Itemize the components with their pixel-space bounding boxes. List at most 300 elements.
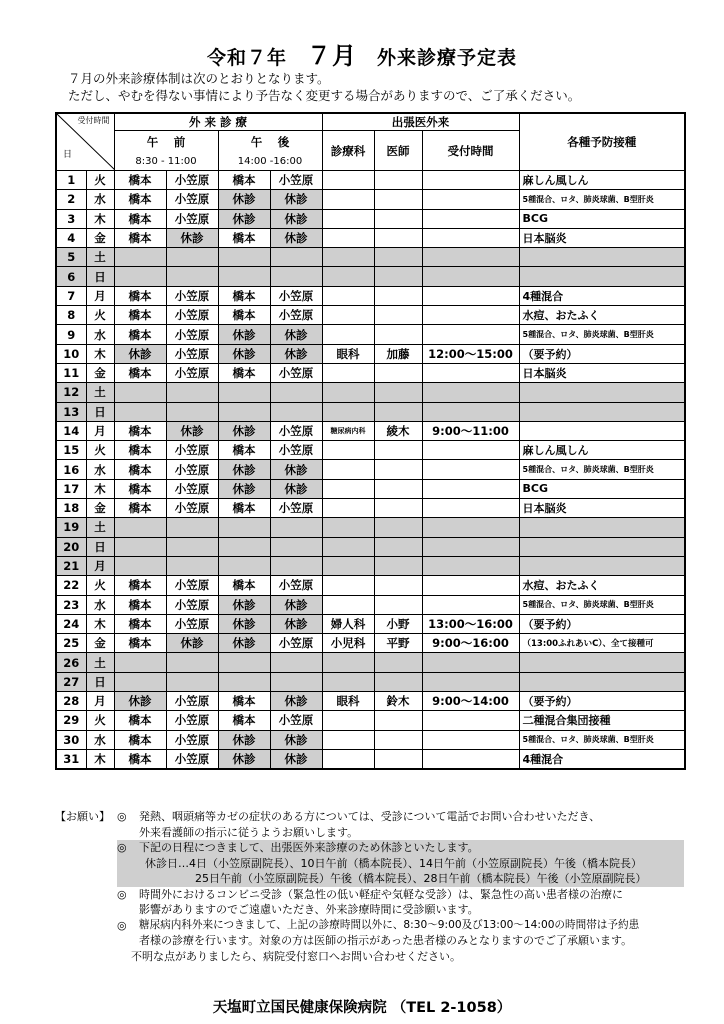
dispatch-dept-cell: [322, 537, 374, 556]
dispatch-dept-cell: [322, 267, 374, 286]
pm-doctor-1-cell: [218, 402, 270, 421]
pm-doctor-2-cell: [270, 248, 322, 267]
weekday-cell: 木: [86, 614, 114, 633]
am-doctor-1-cell: [114, 537, 166, 556]
am-doctor-1-cell: 橋本: [114, 479, 166, 498]
vaccination-cell: 5種混合、ロタ、肺炎球菌、B型肝炎: [519, 730, 685, 749]
dispatch-doctor-cell: [374, 267, 422, 286]
dispatch-dept-cell: [322, 499, 374, 518]
am-doctor-2-cell: 小笠原: [166, 711, 218, 730]
pm-doctor-1-cell: 休診: [218, 460, 270, 479]
table-row: [56, 228, 685, 247]
pm-doctor-1-cell: 休診: [218, 209, 270, 228]
dispatch-dept-cell: [322, 595, 374, 614]
dispatch-doctor-cell: [374, 672, 422, 691]
pm-doctor-2-cell: 小笠原: [270, 306, 322, 325]
am-doctor-1-cell: 橋本: [114, 595, 166, 614]
am-doctor-1-cell: 橋本: [114, 499, 166, 518]
dispatch-dept-cell: [322, 363, 374, 382]
dispatch-time-cell: [422, 209, 519, 228]
schedule-body: [56, 171, 685, 770]
day-cell: 15: [56, 441, 86, 460]
dispatch-doctor-cell: [374, 518, 422, 537]
weekday-cell: 金: [86, 634, 114, 653]
table-row: [56, 653, 685, 672]
day-cell: 2: [56, 190, 86, 209]
dispatch-dept-cell: 眼科: [322, 692, 374, 711]
table-row: [56, 711, 685, 730]
dispatch-time-cell: [422, 499, 519, 518]
day-cell: 3: [56, 209, 86, 228]
day-cell: 5: [56, 248, 86, 267]
dispatch-time-cell: [422, 730, 519, 749]
table-row: [56, 692, 685, 711]
pm-doctor-2-cell: 休診: [270, 595, 322, 614]
vaccination-cell: （要予約）: [519, 692, 685, 711]
day-cell: 19: [56, 518, 86, 537]
pm-doctor-1-cell: 休診: [218, 595, 270, 614]
dispatch-dept-cell: [322, 653, 374, 672]
vaccination-cell: [519, 672, 685, 691]
vaccination-cell: 二種混合集団接種: [519, 711, 685, 730]
dispatch-time-cell: [422, 383, 519, 402]
vaccination-cell: （13:00ふれあいC）、全て接種可: [519, 634, 685, 653]
weekday-cell: 木: [86, 749, 114, 769]
am-doctor-2-cell: 休診: [166, 421, 218, 440]
weekday-cell: 土: [86, 518, 114, 537]
dispatch-time-cell: [422, 595, 519, 614]
dispatch-dept-cell: [322, 672, 374, 691]
dispatch-doctor-cell: [374, 228, 422, 247]
dispatch-doctor-cell: 小野: [374, 614, 422, 633]
note-4-line-2: 者様の診療を行います。対象の方は医師の指示があった患者様のみとなりますのでご了承願います。: [139, 934, 633, 947]
weekday-cell: 水: [86, 595, 114, 614]
dispatch-time-cell: [422, 325, 519, 344]
vaccination-cell: BCG: [519, 479, 685, 498]
vaccination-cell: 日本脳炎: [519, 363, 685, 382]
table-row: [56, 479, 685, 498]
dispatch-dept-cell: [322, 479, 374, 498]
table-row: [56, 267, 685, 286]
am-doctor-2-cell: 小笠原: [166, 441, 218, 460]
dispatch-dept-cell: [322, 306, 374, 325]
dispatch-doctor-cell: [374, 556, 422, 575]
dispatch-dept-cell: 小児科: [322, 634, 374, 653]
pm-doctor-1-cell: 休診: [218, 479, 270, 498]
am-doctor-2-cell: 小笠原: [166, 730, 218, 749]
note-mark: ◎: [117, 887, 127, 901]
dispatch-time-cell: [422, 711, 519, 730]
am-doctor-2-cell: 休診: [166, 228, 218, 247]
vaccination-cell: 4種混合: [519, 286, 685, 305]
vaccination-cell: [519, 518, 685, 537]
vaccination-cell: 5種混合、ロタ、肺炎球菌、B型肝炎: [519, 190, 685, 209]
dispatch-time-cell: [422, 537, 519, 556]
pm-doctor-2-cell: 小笠原: [270, 363, 322, 382]
vaccination-cell: 4種混合: [519, 749, 685, 769]
am-doctor-1-cell: 橋本: [114, 228, 166, 247]
am-doctor-2-cell: [166, 537, 218, 556]
day-cell: 8: [56, 306, 86, 325]
am-doctor-1-cell: 橋本: [114, 441, 166, 460]
am-header: 午 前: [114, 131, 218, 153]
pm-doctor-1-cell: 休診: [218, 730, 270, 749]
table-row: [56, 306, 685, 325]
pm-header: 午 後: [218, 131, 322, 153]
am-doctor-2-cell: 小笠原: [166, 499, 218, 518]
pm-doctor-2-cell: 小笠原: [270, 634, 322, 653]
am-doctor-2-cell: [166, 402, 218, 421]
am-doctor-1-cell: 橋本: [114, 730, 166, 749]
pm-doctor-2-cell: [270, 556, 322, 575]
pm-doctor-1-cell: 橋本: [218, 171, 270, 190]
vaccination-cell: [519, 421, 685, 440]
pm-doctor-2-cell: 休診: [270, 209, 322, 228]
am-doctor-1-cell: [114, 383, 166, 402]
dispatch-doctor-cell: [374, 286, 422, 305]
weekday-cell: 日: [86, 537, 114, 556]
dispatch-dept-cell: [322, 749, 374, 769]
table-row: [56, 171, 685, 190]
vaccination-cell: [519, 556, 685, 575]
weekday-cell: 金: [86, 228, 114, 247]
title-month: ７月: [307, 42, 357, 70]
reception-time-label: 受付時間: [77, 116, 110, 125]
note-4-line-1: 糖尿病内科外来につきまして、上記の診療時間以外に、8:30～9:00及び13:00～14:00の時間帯は予約患: [139, 918, 640, 931]
weekday-cell: 土: [86, 383, 114, 402]
dispatch-doctor-cell: [374, 325, 422, 344]
dispatch-doctor-cell: [374, 363, 422, 382]
am-doctor-2-cell: [166, 672, 218, 691]
weekday-cell: 水: [86, 730, 114, 749]
pm-doctor-2-cell: [270, 267, 322, 286]
vaccination-cell: 水痘、おたふく: [519, 306, 685, 325]
dispatch-doctor-cell: [374, 653, 422, 672]
am-doctor-1-cell: 橋本: [114, 325, 166, 344]
am-doctor-2-cell: 小笠原: [166, 286, 218, 305]
vaccination-cell: BCG: [519, 209, 685, 228]
day-cell: 29: [56, 711, 86, 730]
day-cell: 9: [56, 325, 86, 344]
note-1-line-2: 外来看護師の指示に従うようお願いします。: [139, 825, 359, 839]
day-cell: 27: [56, 672, 86, 691]
schedule-table: [55, 112, 686, 770]
pm-doctor-1-cell: 橋本: [218, 692, 270, 711]
dispatch-dept-cell: [322, 228, 374, 247]
vaccination-cell: 5種混合、ロタ、肺炎球菌、B型肝炎: [519, 595, 685, 614]
day-cell: 26: [56, 653, 86, 672]
pm-doctor-1-cell: 橋本: [218, 499, 270, 518]
vaccination-cell: 日本脳炎: [519, 499, 685, 518]
pm-doctor-2-cell: 小笠原: [270, 286, 322, 305]
dispatch-doctor-cell: [374, 711, 422, 730]
dispatch-time-cell: [422, 749, 519, 769]
pm-doctor-2-cell: [270, 518, 322, 537]
page-title: [0, 36, 724, 71]
dispatch-time-cell: 12:00～15:00: [422, 344, 519, 363]
dispatch-time-cell: [422, 479, 519, 498]
dispatch-doctor-cell: [374, 306, 422, 325]
day-cell: 13: [56, 402, 86, 421]
vaccination-cell: （要予約）: [519, 614, 685, 633]
pm-doctor-1-cell: 休診: [218, 344, 270, 363]
dispatch-doctor-cell: [374, 383, 422, 402]
day-cell: 23: [56, 595, 86, 614]
pm-doctor-1-cell: 橋本: [218, 576, 270, 595]
outpatient-header: 外 来 診 療: [114, 113, 322, 131]
dispatch-time-cell: 9:00～11:00: [422, 421, 519, 440]
day-cell: 18: [56, 499, 86, 518]
dispatch-time-cell: [422, 672, 519, 691]
am-doctor-1-cell: 休診: [114, 344, 166, 363]
pm-doctor-1-cell: 橋本: [218, 306, 270, 325]
day-cell: 22: [56, 576, 86, 595]
pm-doctor-2-cell: 休診: [270, 325, 322, 344]
pm-doctor-2-cell: [270, 653, 322, 672]
weekday-cell: 火: [86, 441, 114, 460]
pm-doctor-2-cell: [270, 672, 322, 691]
vaccination-cell: 5種混合、ロタ、肺炎球菌、B型肝炎: [519, 460, 685, 479]
note-1-line-1: 発熱、咽頭痛等カゼの症状のある方については、受診について電話でお問い合わせいただき、: [139, 810, 601, 823]
dispatch-doctor-cell: 加藤: [374, 344, 422, 363]
pm-doctor-2-cell: 小笠原: [270, 441, 322, 460]
pm-doctor-2-cell: 小笠原: [270, 499, 322, 518]
table-row: [56, 576, 685, 595]
am-doctor-1-cell: [114, 672, 166, 691]
table-row: [56, 634, 685, 653]
pm-doctor-1-cell: [218, 248, 270, 267]
dispatch-dept-cell: [322, 402, 374, 421]
day-cell: 7: [56, 286, 86, 305]
pm-doctor-1-cell: 橋本: [218, 711, 270, 730]
day-cell: 14: [56, 421, 86, 440]
dispatch-doctor-cell: [374, 499, 422, 518]
weekday-cell: 水: [86, 325, 114, 344]
dispatch-time-cell: [422, 363, 519, 382]
dispatch-time-cell: [422, 267, 519, 286]
weekday-cell: 月: [86, 286, 114, 305]
pm-doctor-1-cell: [218, 537, 270, 556]
note-3-line-1: 時間外におけるコンビニ受診（緊急性の低い軽症や気軽な受診）は、緊急性の高い患者様の治療に: [139, 887, 623, 901]
note-2-block: [117, 840, 684, 887]
am-doctor-1-cell: 橋本: [114, 306, 166, 325]
day-cell: 28: [56, 692, 86, 711]
am-doctor-1-cell: 橋本: [114, 576, 166, 595]
am-doctor-2-cell: [166, 383, 218, 402]
dispatch-dept-cell: 婦人科: [322, 614, 374, 633]
title-main: 外来診療予定表: [377, 47, 518, 69]
pm-doctor-1-cell: [218, 383, 270, 402]
dispatch-time-cell: 9:00～14:00: [422, 692, 519, 711]
pm-doctor-1-cell: 休診: [218, 190, 270, 209]
dispatch-time-cell: [422, 653, 519, 672]
vaccination-cell: [519, 402, 685, 421]
am-doctor-2-cell: 小笠原: [166, 306, 218, 325]
table-row: [56, 556, 685, 575]
pm-doctor-2-cell: [270, 537, 322, 556]
dispatch-doctor-cell: [374, 576, 422, 595]
am-doctor-2-cell: [166, 248, 218, 267]
weekday-cell: 日: [86, 267, 114, 286]
weekday-cell: 月: [86, 421, 114, 440]
weekday-cell: 月: [86, 692, 114, 711]
vaccination-cell: 日本脳炎: [519, 228, 685, 247]
dispatch-time-cell: [422, 556, 519, 575]
am-doctor-1-cell: 橋本: [114, 286, 166, 305]
table-row: [56, 383, 685, 402]
pm-doctor-1-cell: 橋本: [218, 286, 270, 305]
dispatch-dept-cell: [322, 441, 374, 460]
vaccination-cell: [519, 267, 685, 286]
am-doctor-2-cell: [166, 267, 218, 286]
table-row: [56, 537, 685, 556]
vaccination-cell: [519, 383, 685, 402]
dispatch-doctor-cell: [374, 749, 422, 769]
pm-doctor-1-cell: [218, 653, 270, 672]
note-mark: ◎: [117, 810, 127, 823]
vaccination-cell: （要予約）: [519, 344, 685, 363]
dispatch-doctor-cell: 鈴木: [374, 692, 422, 711]
am-doctor-1-cell: [114, 402, 166, 421]
dispatch-time-cell: [422, 460, 519, 479]
pm-doctor-1-cell: [218, 518, 270, 537]
dispatch-doctor-cell: [374, 595, 422, 614]
day-cell: 1: [56, 171, 86, 190]
weekday-cell: 土: [86, 248, 114, 267]
am-doctor-1-cell: 橋本: [114, 209, 166, 228]
am-doctor-1-cell: [114, 653, 166, 672]
table-row: [56, 209, 685, 228]
intro-line-2: ただし、やむを得ない事情により予告なく変更する場合がありますので、ご了承ください。: [68, 88, 581, 103]
table-row: [56, 614, 685, 633]
am-doctor-1-cell: [114, 248, 166, 267]
vaccination-header: 各種予防接種: [519, 113, 685, 171]
dispatch-time-cell: [422, 228, 519, 247]
dispatch-time-cell: [422, 248, 519, 267]
dispatch-doctor-cell: [374, 248, 422, 267]
dispatch-dept-cell: [322, 248, 374, 267]
dispatch-doctor-cell: [374, 479, 422, 498]
am-doctor-2-cell: 休診: [166, 634, 218, 653]
dispatch-dept-cell: [322, 576, 374, 595]
am-doctor-1-cell: 橋本: [114, 460, 166, 479]
weekday-cell: 土: [86, 653, 114, 672]
table-row: [56, 672, 685, 691]
pm-doctor-2-cell: 休診: [270, 190, 322, 209]
weekday-cell: 木: [86, 344, 114, 363]
pm-doctor-2-cell: [270, 383, 322, 402]
dispatch-doctor-cell: [374, 460, 422, 479]
dispatch-time-cell: [422, 171, 519, 190]
dispatch-doctor-cell: 平野: [374, 634, 422, 653]
dispatch-dept-cell: 糖尿病内科: [322, 421, 374, 440]
pm-doctor-2-cell: 小笠原: [270, 576, 322, 595]
am-doctor-1-cell: 橋本: [114, 421, 166, 440]
note-2-line-3: 25日午前（小笠原副院長）午後（橋本院長）、28日午前（橋本院長）午後（小笠原副院長）: [195, 872, 647, 885]
table-row: [56, 421, 685, 440]
dispatch-dept-cell: [322, 171, 374, 190]
table-row: [56, 595, 685, 614]
vaccination-cell: [519, 248, 685, 267]
pm-doctor-2-cell: 休診: [270, 614, 322, 633]
pm-doctor-2-cell: 休診: [270, 749, 322, 769]
weekday-cell: 金: [86, 499, 114, 518]
pm-doctor-2-cell: 小笠原: [270, 421, 322, 440]
dispatch-dept-cell: [322, 286, 374, 305]
weekday-cell: 木: [86, 479, 114, 498]
pm-time-header: 14:00 -16:00: [218, 152, 322, 171]
am-doctor-2-cell: 小笠原: [166, 692, 218, 711]
dispatch-header: 出張医外来: [322, 113, 519, 131]
dispatch-dept-cell: [322, 325, 374, 344]
dispatch-dept-cell: [322, 730, 374, 749]
table-row: [56, 730, 685, 749]
day-cell: 24: [56, 614, 86, 633]
day-cell: 25: [56, 634, 86, 653]
day-cell: 20: [56, 537, 86, 556]
table-row: [56, 441, 685, 460]
day-cell: 10: [56, 344, 86, 363]
note-5: 不明な点がありましたら、病院受付窓口へお問い合わせください。: [131, 949, 461, 963]
am-doctor-2-cell: 小笠原: [166, 460, 218, 479]
pm-doctor-1-cell: 休診: [218, 634, 270, 653]
am-doctor-1-cell: [114, 267, 166, 286]
doctor-header: 医師: [374, 131, 422, 171]
am-doctor-2-cell: [166, 653, 218, 672]
note-2-line-2: 休診日…4日（小笠原副院長）、10日午前（橋本院長）、14日午前（小笠原副院長）午後（橋本院長）: [145, 856, 642, 870]
title-prefix: 令和７年: [206, 47, 287, 69]
pm-doctor-1-cell: [218, 556, 270, 575]
intro-text: [68, 70, 580, 104]
weekday-cell: 日: [86, 402, 114, 421]
dispatch-dept-cell: [322, 518, 374, 537]
vaccination-cell: 麻しん風しん: [519, 171, 685, 190]
pm-doctor-1-cell: [218, 672, 270, 691]
dispatch-time-cell: 9:00～16:00: [422, 634, 519, 653]
dispatch-doctor-cell: [374, 441, 422, 460]
intro-line-1: ７月の外来診療体制は次のとおりとなります。: [68, 71, 330, 86]
vaccination-cell: 麻しん風しん: [519, 441, 685, 460]
pm-doctor-1-cell: [218, 267, 270, 286]
pm-doctor-2-cell: 小笠原: [270, 171, 322, 190]
dispatch-doctor-cell: [374, 171, 422, 190]
day-cell: 30: [56, 730, 86, 749]
dispatch-doctor-cell: 綾木: [374, 421, 422, 440]
pm-doctor-2-cell: 休診: [270, 730, 322, 749]
weekday-cell: 金: [86, 363, 114, 382]
weekday-cell: 木: [86, 209, 114, 228]
day-label: 日: [63, 150, 73, 160]
day-cell: 16: [56, 460, 86, 479]
am-time-header: 8:30 - 11:00: [114, 152, 218, 171]
vaccination-cell: 水痘、おたふく: [519, 576, 685, 595]
table-row: [56, 325, 685, 344]
note-mark: ◎: [117, 918, 127, 932]
weekday-cell: 火: [86, 306, 114, 325]
dispatch-time-cell: [422, 518, 519, 537]
am-doctor-2-cell: 小笠原: [166, 190, 218, 209]
table-row: [56, 190, 685, 209]
pm-doctor-2-cell: 休診: [270, 228, 322, 247]
vaccination-cell: 5種混合、ロタ、肺炎球菌、B型肝炎: [519, 325, 685, 344]
table-row: [56, 344, 685, 363]
dispatch-dept-cell: [322, 460, 374, 479]
table-row: [56, 286, 685, 305]
dispatch-time-cell: [422, 576, 519, 595]
dispatch-time-cell: [422, 402, 519, 421]
pm-doctor-2-cell: [270, 402, 322, 421]
dispatch-doctor-cell: [374, 402, 422, 421]
